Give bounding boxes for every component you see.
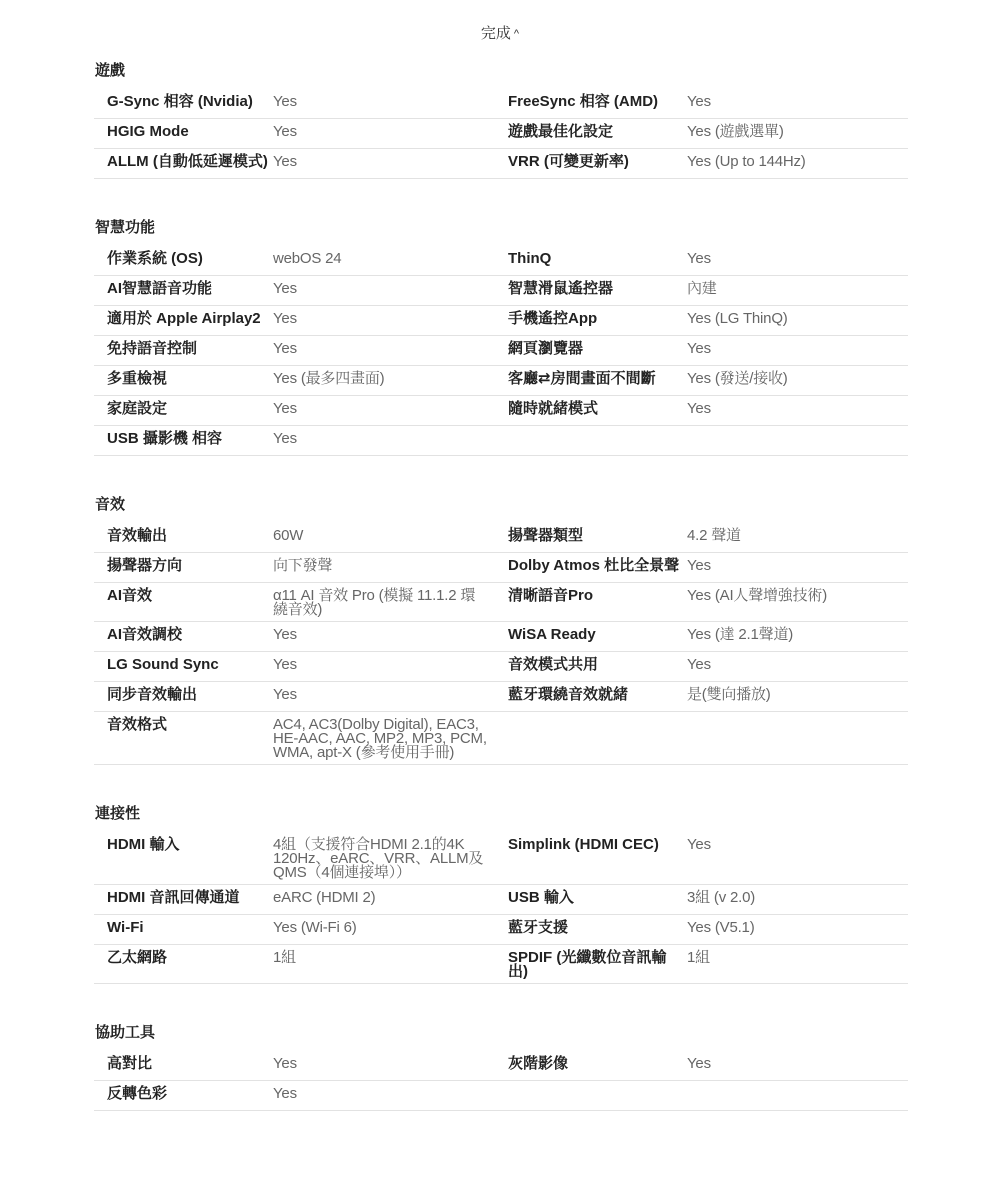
spec-value: webOS 24 bbox=[273, 250, 342, 267]
spec-label: 遊戲最佳化設定 bbox=[508, 123, 614, 140]
spec-value: Yes bbox=[273, 153, 297, 170]
section-title: 智慧功能 bbox=[95, 219, 156, 236]
spec-value: 1組 bbox=[687, 949, 710, 966]
spec-label: 灰階影像 bbox=[508, 1055, 569, 1072]
spec-row bbox=[94, 89, 908, 119]
spec-value bbox=[687, 426, 908, 455]
spec-label: USB 輸入 bbox=[508, 889, 574, 906]
spec-table bbox=[94, 523, 908, 765]
spec-section-connectivity bbox=[94, 801, 908, 984]
spec-value: eARC (HDMI 2) bbox=[273, 889, 376, 906]
spec-label: 音效輸出 bbox=[107, 527, 168, 544]
spec-row bbox=[94, 246, 908, 276]
spec-section-audio bbox=[94, 492, 908, 765]
spec-label: AI音效調校 bbox=[107, 626, 183, 643]
spec-label: 高對比 bbox=[107, 1055, 153, 1072]
spec-label: 同步音效輸出 bbox=[107, 686, 198, 703]
spec-table bbox=[94, 832, 908, 984]
spec-value bbox=[687, 712, 908, 764]
section-title: 遊戲 bbox=[95, 62, 126, 79]
spec-row bbox=[94, 1081, 908, 1111]
spec-label: 網頁瀏覽器 bbox=[508, 340, 584, 357]
spec-label: 反轉色彩 bbox=[107, 1085, 168, 1102]
spec-value: Yes bbox=[273, 1055, 297, 1072]
spec-value: Yes bbox=[273, 686, 297, 703]
spec-label: HDMI 輸入 bbox=[107, 836, 180, 853]
spec-value: 4組（支援符合HDMI 2.1的4K 120Hz、eARC、VRR、ALLM及QMS（4個連接埠）） bbox=[273, 836, 484, 881]
spec-value: Yes bbox=[687, 656, 711, 673]
spec-value: Yes bbox=[273, 123, 297, 140]
spec-row bbox=[94, 682, 908, 712]
spec-label: HGIG Mode bbox=[107, 123, 189, 140]
section-title: 連接性 bbox=[95, 805, 141, 822]
spec-value: α11 AI 音效 Pro (模擬 11.1.2 環繞音效) bbox=[273, 587, 476, 618]
spec-value: Yes bbox=[687, 836, 711, 853]
spec-label: ALLM (自動低延遲模式) bbox=[107, 153, 268, 170]
spec-row bbox=[94, 652, 908, 682]
section-gap bbox=[94, 179, 908, 215]
spec-row bbox=[94, 366, 908, 396]
spec-section-smart-features bbox=[94, 215, 908, 456]
spec-label: VRR (可變更新率) bbox=[508, 153, 629, 170]
spec-label: 乙太網路 bbox=[107, 949, 168, 966]
spec-value: Yes (達 2.1聲道) bbox=[687, 626, 794, 643]
spec-value: Yes bbox=[687, 250, 711, 267]
spec-label: 音效格式 bbox=[107, 716, 168, 733]
spec-value: Yes bbox=[273, 1085, 297, 1102]
spec-label: ThinQ bbox=[508, 250, 552, 267]
spec-value: 3組 (v 2.0) bbox=[687, 889, 756, 906]
spec-value: 4.2 聲道 bbox=[687, 527, 741, 544]
section-title: 協助工具 bbox=[95, 1024, 156, 1041]
spec-value bbox=[687, 1081, 908, 1110]
spec-label: 多重檢視 bbox=[107, 370, 168, 387]
spec-label: 隨時就緒模式 bbox=[508, 400, 599, 417]
spec-table bbox=[94, 89, 908, 179]
spec-section-gaming bbox=[94, 58, 908, 179]
spec-value: 是(雙向播放) bbox=[687, 686, 771, 703]
spec-label: 智慧滑鼠遙控器 bbox=[508, 280, 614, 297]
spec-value: Yes bbox=[273, 626, 297, 643]
spec-label: Dolby Atmos 杜比全景聲 bbox=[508, 557, 680, 574]
spec-label bbox=[508, 712, 687, 764]
spec-label: 客廳⇄房間畫面不間斷 bbox=[508, 370, 656, 387]
spec-row bbox=[94, 426, 908, 456]
spec-value: 內建 bbox=[687, 280, 717, 297]
spec-value: Yes bbox=[273, 310, 297, 327]
spec-value: 60W bbox=[273, 527, 304, 544]
spec-label: FreeSync 相容 (AMD) bbox=[508, 93, 659, 110]
spec-value: Yes (Wi-Fi 6) bbox=[273, 919, 357, 936]
spec-value: Yes bbox=[273, 280, 297, 297]
section-gap bbox=[94, 456, 908, 492]
spec-row bbox=[94, 336, 908, 366]
spec-value: Yes (發送/接收) bbox=[687, 370, 788, 387]
spec-label bbox=[508, 1081, 687, 1110]
spec-value: Yes bbox=[687, 1055, 711, 1072]
spec-value: Yes bbox=[273, 400, 297, 417]
spec-label: AI智慧語音功能 bbox=[107, 280, 213, 297]
spec-value: Yes bbox=[273, 340, 297, 357]
collapse-label: 完成 bbox=[480, 25, 511, 42]
spec-row bbox=[94, 1051, 908, 1081]
spec-value: Yes (遊戲選單) bbox=[687, 123, 784, 140]
spec-value: Yes (最多四畫面) bbox=[273, 370, 385, 387]
spec-label: 清晰語音Pro bbox=[508, 587, 594, 604]
spec-label: HDMI 音訊回傳通道 bbox=[107, 889, 240, 906]
spec-label: Wi-Fi bbox=[107, 919, 144, 936]
spec-value: Yes bbox=[273, 93, 297, 110]
spec-label: 藍牙環繞音效就緒 bbox=[508, 686, 629, 703]
section-gap bbox=[94, 984, 908, 1020]
spec-value: Yes bbox=[687, 557, 711, 574]
spec-row bbox=[94, 523, 908, 553]
spec-value: Yes (LG ThinQ) bbox=[687, 310, 788, 327]
spec-value: Yes bbox=[687, 93, 711, 110]
spec-label: 免持語音控制 bbox=[107, 340, 198, 357]
spec-table bbox=[94, 246, 908, 456]
spec-label: AI音效 bbox=[107, 587, 153, 604]
spec-row bbox=[94, 306, 908, 336]
spec-row bbox=[94, 832, 908, 885]
spec-label bbox=[508, 426, 687, 455]
spec-label: 揚聲器類型 bbox=[508, 527, 584, 544]
spec-row bbox=[94, 276, 908, 306]
specs-content bbox=[94, 58, 908, 1111]
spec-section-accessibility bbox=[94, 1020, 908, 1111]
spec-label: 手機遙控App bbox=[508, 310, 598, 327]
spec-row bbox=[94, 712, 908, 765]
spec-row bbox=[94, 583, 908, 622]
spec-value: Yes bbox=[687, 340, 711, 357]
chevron-up-icon: ^ bbox=[513, 28, 520, 40]
spec-row bbox=[94, 553, 908, 583]
spec-value: Yes bbox=[687, 400, 711, 417]
spec-value: Yes bbox=[273, 656, 297, 673]
spec-value: Yes (V5.1) bbox=[687, 919, 755, 936]
spec-label: 音效模式共用 bbox=[508, 656, 599, 673]
spec-value: 向下發聲 bbox=[273, 557, 333, 574]
spec-label: USB 攝影機 相容 bbox=[107, 430, 223, 447]
spec-label: 藍牙支援 bbox=[508, 919, 569, 936]
spec-label: WiSA Ready bbox=[508, 626, 596, 643]
spec-row bbox=[94, 915, 908, 945]
spec-value: 1組 bbox=[273, 949, 296, 966]
section-title: 音效 bbox=[95, 496, 126, 513]
spec-label: G-Sync 相容 (Nvidia) bbox=[107, 93, 253, 110]
spec-value: Yes (Up to 144Hz) bbox=[687, 153, 806, 170]
spec-row bbox=[94, 945, 908, 984]
spec-label: 揚聲器方向 bbox=[107, 557, 183, 574]
section-gap bbox=[94, 765, 908, 801]
spec-row bbox=[94, 885, 908, 915]
spec-row bbox=[94, 622, 908, 652]
spec-label: Simplink (HDMI CEC) bbox=[508, 836, 659, 853]
spec-label: 作業系統 (OS) bbox=[107, 250, 203, 267]
spec-table bbox=[94, 1051, 908, 1111]
spec-value: Yes bbox=[273, 430, 297, 447]
spec-label: LG Sound Sync bbox=[107, 656, 219, 673]
spec-label: SPDIF (光纖數位音訊輸出) bbox=[508, 949, 667, 980]
collapse-specs-button[interactable] bbox=[0, 22, 1000, 43]
spec-row bbox=[94, 396, 908, 426]
spec-value: Yes (AI人聲增強技術) bbox=[687, 587, 828, 604]
spec-label: 適用於 Apple Airplay2 bbox=[107, 310, 261, 327]
spec-row bbox=[94, 119, 908, 149]
spec-row bbox=[94, 149, 908, 179]
spec-value: AC4, AC3(Dolby Digital), EAC3, HE-AAC, AAC, MP2, MP3, PCM, WMA, apt-X (參考使用手冊) bbox=[273, 716, 487, 761]
spec-label: 家庭設定 bbox=[107, 400, 168, 417]
